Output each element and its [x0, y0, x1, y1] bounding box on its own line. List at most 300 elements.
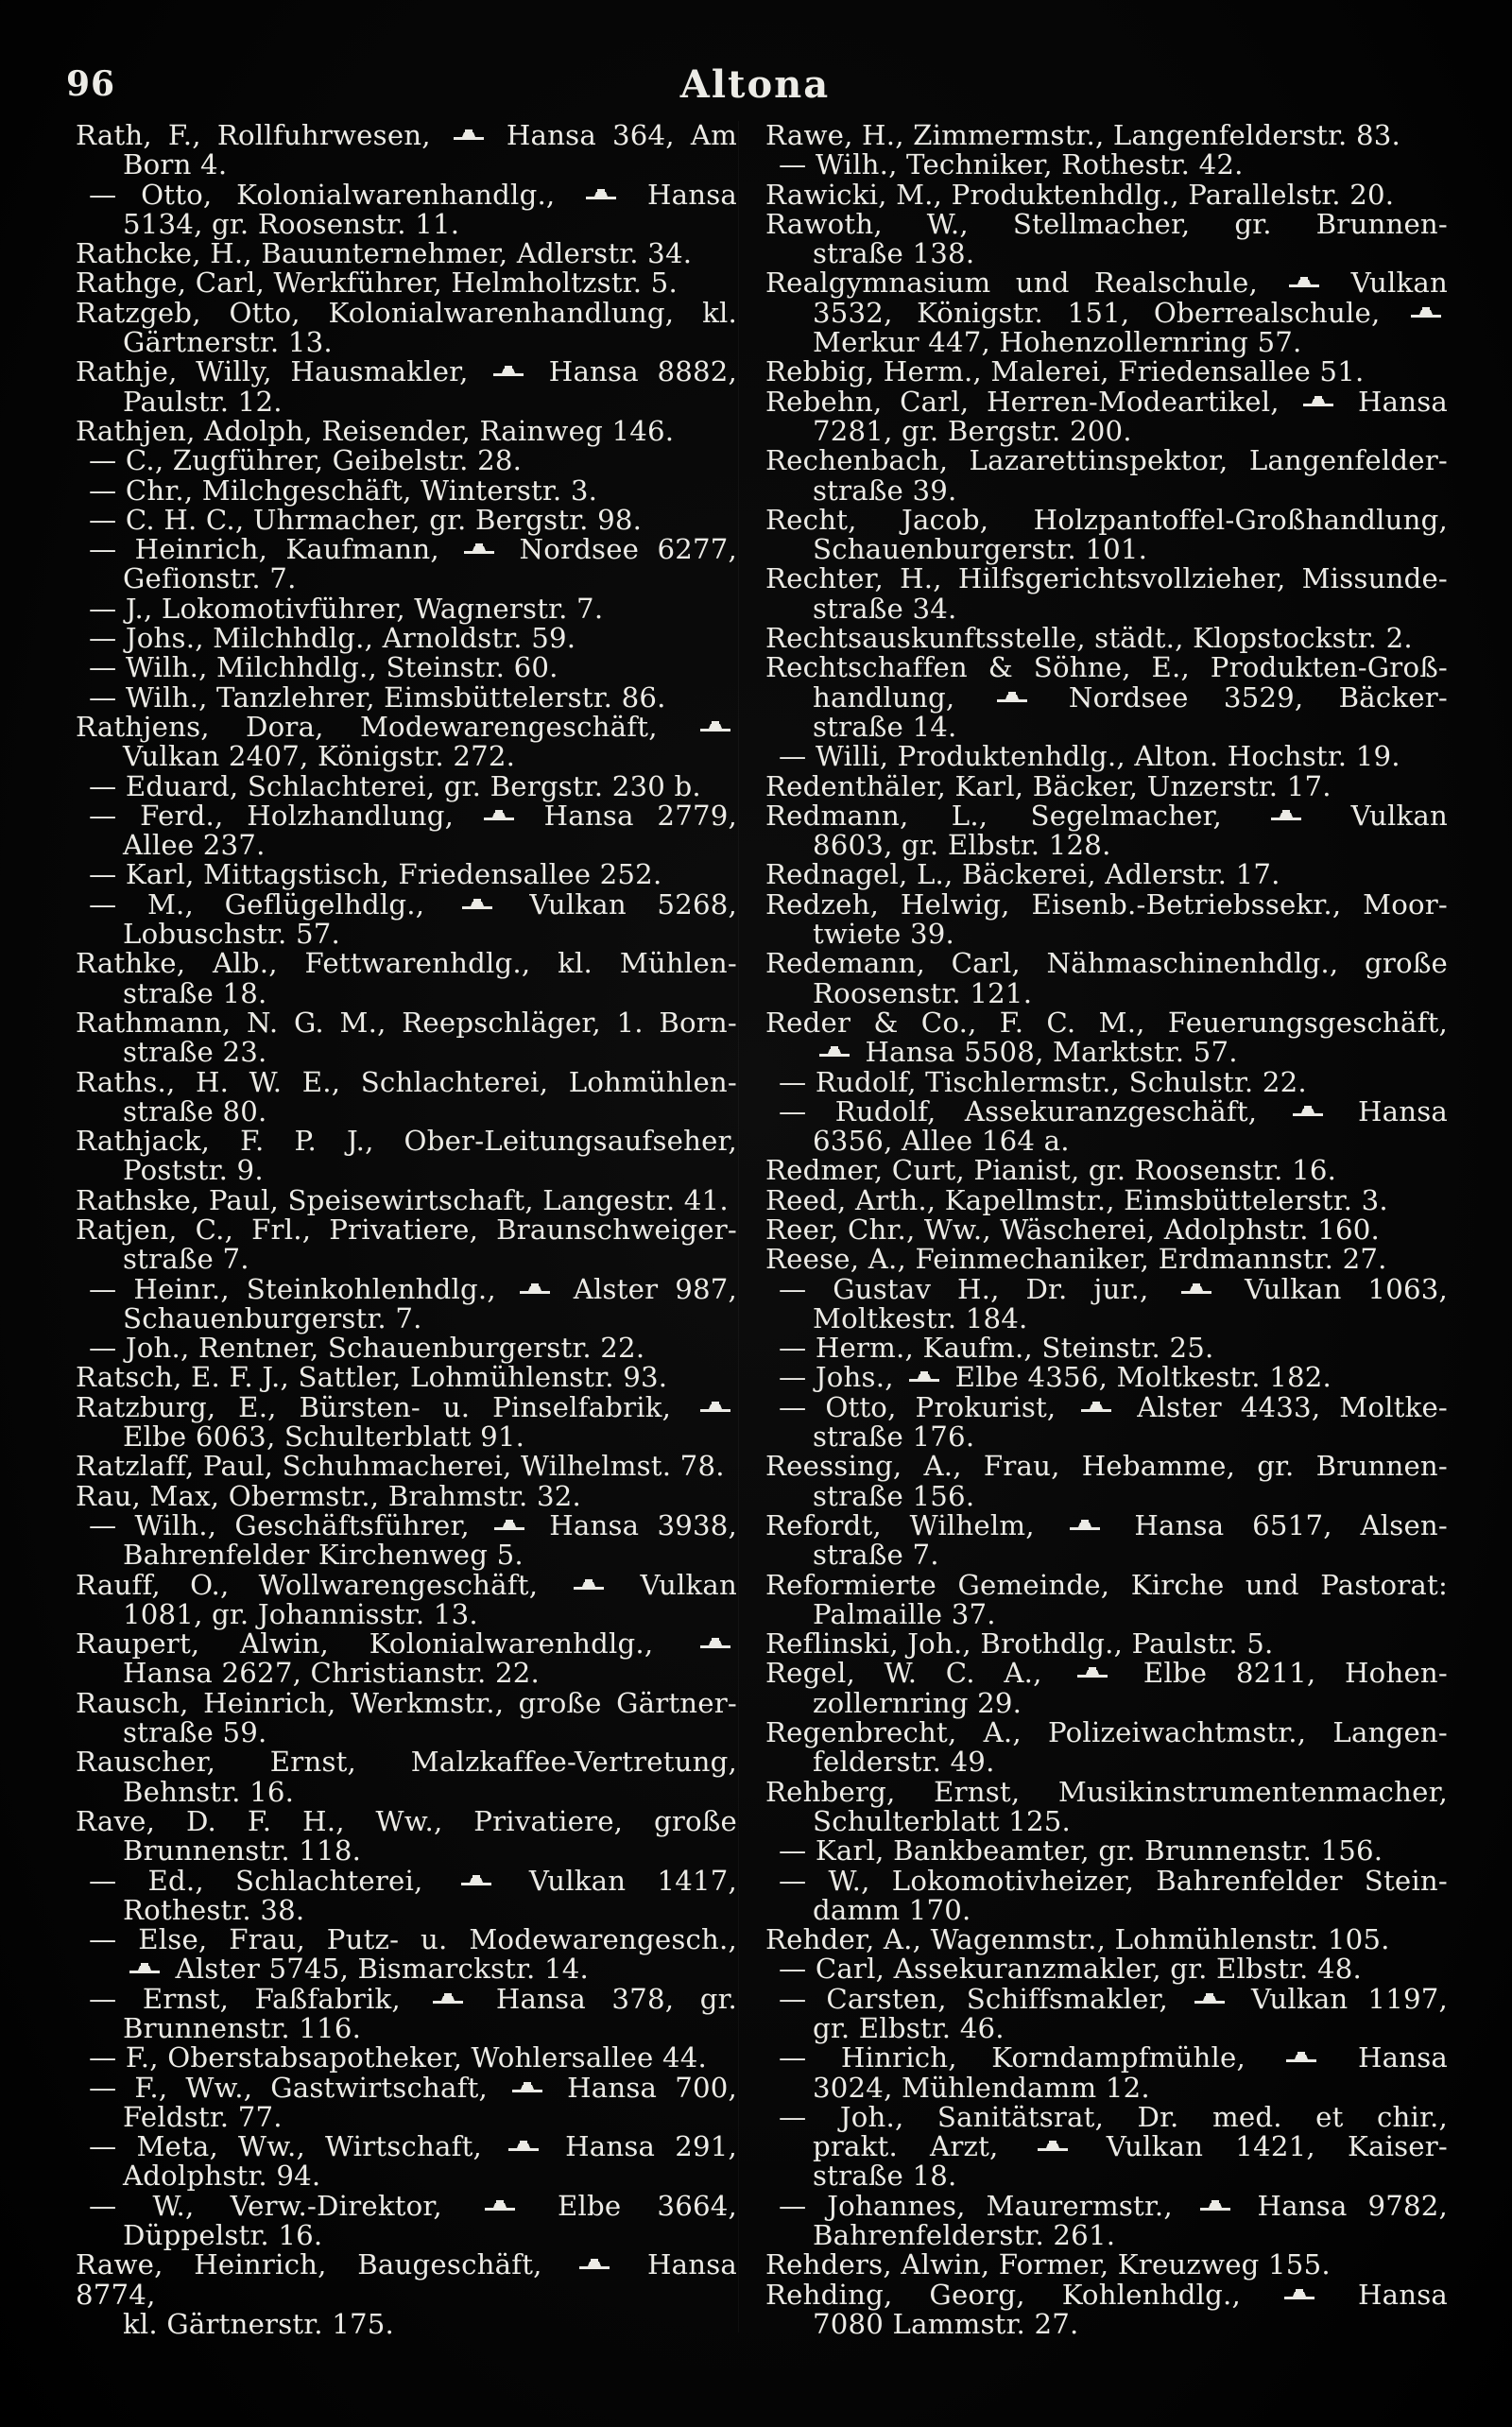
- directory-entry-line: [76, 976, 737, 1009]
- directory-entry-line: [76, 1954, 737, 1984]
- entry-text: Rawicki, M., Produktenhdlg., Parallelstr. 20.: [765, 178, 1395, 211]
- directory-entry-line: [76, 564, 737, 594]
- directory-entry-line: [76, 1301, 737, 1334]
- directory-entry-line: [765, 150, 1448, 180]
- entry-text: Rothestr. 38.: [123, 1893, 305, 1926]
- directory-entry-line: [76, 1629, 737, 1659]
- directory-entry-line: [765, 920, 1448, 949]
- entry-text: Palmaille 37.: [813, 1597, 996, 1630]
- entry-text: — Hinrich, Korndampfmühle,: [779, 2041, 1280, 2074]
- directory-entry-line: [765, 1686, 1448, 1719]
- entry-text: Refordt, Wilhelm,: [765, 1508, 1063, 1541]
- directory-entry-line: [76, 1508, 737, 1541]
- directory-entry-line: [76, 1215, 737, 1245]
- entry-text: Poststr. 9.: [123, 1154, 264, 1187]
- directory-entry-line: [76, 387, 737, 417]
- directory-entry-line: [76, 1094, 737, 1127]
- directory-entry-line: [765, 2100, 1448, 2133]
- entry-text: Reder & Co., F. C. M., Feuerungsgeschäft,: [765, 1006, 1448, 1039]
- directory-entry-line: [765, 831, 1448, 860]
- directory-entry-line: [765, 1954, 1448, 1984]
- directory-entry-line: [76, 1272, 737, 1305]
- entry-text: Rechenbach, Lazarettinspektor, Langenfelder-: [765, 444, 1448, 477]
- entry-text: Rau, Max, Obermstr., Brahmstr. 32.: [76, 1479, 582, 1512]
- directory-entry-line: [76, 2100, 737, 2133]
- directory-entry-line: [765, 769, 1448, 802]
- entry-text: straße 18.: [813, 2160, 957, 2193]
- entry-text: Redmann, L., Segelmacher,: [765, 799, 1265, 832]
- directory-entry-line: [765, 2071, 1448, 2104]
- entry-text: Feldstr. 77.: [123, 2100, 283, 2133]
- entry-text: Brunnenstr. 118.: [123, 1834, 362, 1868]
- entry-text: — Wilh., Milchhdlg., Steinstr. 60.: [89, 651, 558, 684]
- entry-text: straße 23.: [123, 1036, 267, 1069]
- telephone-icon: [699, 1401, 731, 1414]
- entry-text: Düppelstr. 16.: [123, 2219, 323, 2252]
- directory-entry-line: [76, 535, 737, 564]
- directory-entry-line: [76, 1659, 737, 1688]
- entry-text: Roosenstr. 121.: [813, 976, 1033, 1009]
- entry-text: Schauenburgerstr. 101.: [813, 533, 1148, 566]
- entry-text: Rathje, Willy, Hausmakler,: [76, 355, 488, 388]
- directory-entry-line: [76, 2071, 737, 2104]
- entry-text: Vulkan 2407, Königstr. 272.: [123, 740, 516, 773]
- telephone-icon: [699, 720, 731, 733]
- entry-text: Reessing, A., Frau, Hebamme, gr. Brunnen-: [765, 1450, 1448, 1483]
- telephone-icon: [908, 1370, 940, 1384]
- entry-text: Vulkan 1197,: [1231, 1982, 1448, 2015]
- telephone-icon: [1076, 1666, 1108, 1679]
- entry-text: Hansa 8882,: [530, 355, 737, 388]
- directory-entry-line: [76, 446, 737, 475]
- entry-text: Hansa: [1323, 2041, 1448, 2074]
- directory-entry-line: [765, 473, 1448, 507]
- directory-entry-line: [76, 1334, 737, 1363]
- directory-entry-line: [76, 1982, 737, 2015]
- directory-entry-line: [76, 268, 737, 298]
- directory-entry-line: [76, 207, 737, 240]
- directory-entry-line: [765, 887, 1448, 921]
- entry-text: Rauscher, Ernst, Malzkaffee-Vertretung,: [76, 1746, 737, 1779]
- telephone-icon: [507, 2140, 540, 2153]
- entry-text: 5134, gr. Roosenstr. 11.: [123, 207, 460, 240]
- directory-entry-line: [76, 2132, 737, 2161]
- column-divider: [738, 121, 739, 2332]
- entry-text: Rehberg, Ernst, Musikinstrumentenmacher,: [765, 1775, 1448, 1808]
- entry-text: Ratsch, E. F. J., Sattler, Lohmühlenstr. 93.: [76, 1361, 668, 1394]
- telephone-icon: [1037, 2140, 1069, 2153]
- directory-entry-line: [765, 1864, 1448, 1897]
- entry-text: prakt. Arzt,: [813, 2130, 1031, 2163]
- telephone-icon: [519, 1282, 551, 1296]
- entry-text: Ratzgeb, Otto, Kolonialwarenhandlung, kl.: [76, 296, 737, 329]
- entry-text: — Karl, Bankbeamter, gr. Brunnenstr. 156.: [779, 1834, 1383, 1868]
- entry-text: — Johannes, Maurermstr.,: [779, 2189, 1194, 2222]
- entry-text: Rathjens, Dora, Modewarengeschäft,: [76, 710, 694, 743]
- entry-text: 8603, gr. Elbstr. 128.: [813, 829, 1111, 862]
- entry-text: Regenbrecht, A., Polizeiwachtmstr., Langen-: [765, 1716, 1448, 1749]
- entry-text: Gärtnerstr. 13.: [123, 326, 333, 359]
- entry-text: twiete 39.: [813, 918, 955, 951]
- telephone-icon: [699, 1637, 731, 1650]
- directory-entry-line: [765, 1836, 1448, 1866]
- entry-text: — Karl, Mittagstisch, Friedensallee 252.: [89, 858, 662, 891]
- directory-entry-line: [765, 1334, 1448, 1363]
- entry-text: Elbe 3664,: [521, 2189, 737, 2222]
- entry-text: — W., Verw.-Direktor,: [89, 2189, 478, 2222]
- directory-entry-line: [765, 1301, 1448, 1334]
- directory-entry-line: [76, 2161, 737, 2191]
- telephone-icon: [1194, 1992, 1226, 2005]
- entry-text: 6356, Allee 164 a.: [813, 1125, 1070, 1158]
- entry-text: Reese, A., Feinmechaniker, Erdmannstr. 27.: [765, 1243, 1387, 1276]
- entry-text: — Otto, Prokurist,: [779, 1390, 1075, 1423]
- directory-entry-line: [76, 920, 737, 949]
- entry-text: Reflinski, Joh., Brothdlg., Paulstr. 5.: [765, 1627, 1274, 1661]
- entry-text: Rathke, Alb., Fettwarenhdlg., kl. Mühlen-: [76, 947, 737, 980]
- telephone-icon: [1410, 306, 1442, 319]
- directory-entry-line: [765, 1363, 1448, 1392]
- entry-text: Hansa 3938,: [531, 1508, 737, 1541]
- directory-entry-line: [765, 2161, 1448, 2191]
- directory-entry-line: [765, 976, 1448, 1009]
- entry-text: straße 39.: [813, 473, 957, 507]
- entry-text: Rawe, H., Zimmermstr., Langenfelderstr. 83.: [765, 119, 1400, 151]
- directory-entry-line: [765, 207, 1448, 240]
- directory-entry-line: [765, 121, 1448, 150]
- directory-entry-line: [76, 2307, 737, 2340]
- directory-entry-line: [76, 1422, 737, 1452]
- entry-text: Hansa 2627, Christianstr. 22.: [123, 1657, 541, 1690]
- entry-text: Allee 237.: [123, 829, 266, 862]
- entry-text: handlung,: [813, 680, 990, 714]
- directory-entry-line: [765, 860, 1448, 889]
- directory-entry-line: [765, 1127, 1448, 1156]
- right-column: [765, 121, 1448, 2339]
- directory-entry-line: [76, 296, 737, 329]
- entry-text: straße 7.: [123, 1243, 249, 1276]
- page-number: 96: [66, 64, 116, 104]
- entry-text: — Ed., Schlachterei,: [89, 1864, 455, 1897]
- entry-text: — Herm., Kaufm., Steinstr. 25.: [779, 1332, 1214, 1365]
- entry-text: — Willi, Produktenhdlg., Alton. Hochstr. 19.: [779, 740, 1400, 773]
- telephone-icon: [484, 2199, 516, 2212]
- entry-text: Recht, Jacob, Holzpantoffel-Großhandlung,: [765, 503, 1448, 536]
- directory-entry-line: [76, 178, 737, 211]
- directory-entry-line: [76, 680, 737, 714]
- directory-entry-line: [76, 594, 737, 624]
- directory-entry-line: [765, 1479, 1448, 1512]
- entry-text: Vulkan 1417,: [497, 1864, 737, 1897]
- entry-text: Hansa 6517, Alsen-: [1106, 1508, 1448, 1541]
- directory-entry-line: [765, 2014, 1448, 2043]
- directory-entry-line: [76, 473, 737, 507]
- entry-text: Hansa: [623, 178, 737, 211]
- directory-entry-line: [765, 2278, 1449, 2311]
- directory-entry-line: [765, 1008, 1448, 1038]
- directory-entry-line: [765, 1272, 1448, 1305]
- directory-entry-line: [765, 1747, 1448, 1777]
- entry-text: Rechtsauskunftsstelle, städt., Klopstockstr. 2.: [765, 622, 1413, 655]
- entry-text: Rechter, H., Hilfsgerichtsvollzieher, Missunde-: [765, 562, 1448, 595]
- directory-entry-line: [76, 1686, 737, 1719]
- directory-entry-line: [765, 1245, 1448, 1274]
- telephone-icon: [1199, 2199, 1231, 2212]
- entry-text: Gefionstr. 7.: [123, 562, 297, 595]
- entry-text: Vulkan: [1326, 267, 1448, 300]
- entry-text: Rave, D. F. H., Ww., Privatiere, große: [76, 1804, 737, 1837]
- entry-text: — Wilh., Tanzlehrer, Eimsbüttelerstr. 86.: [89, 680, 666, 714]
- telephone-icon: [573, 1578, 605, 1592]
- directory-entry-line: [765, 624, 1448, 653]
- entry-text: straße 34.: [813, 592, 957, 625]
- telephone-icon: [129, 1962, 161, 1975]
- telephone-icon: [1302, 395, 1334, 408]
- entry-text: Regel, W. C. A.,: [765, 1657, 1072, 1690]
- entry-text: Lobuschstr. 57.: [123, 918, 340, 951]
- entry-text: — Heinrich, Kaufmann,: [89, 533, 458, 566]
- entry-text: Hansa 700,: [549, 2071, 737, 2104]
- telephone-icon: [1069, 1519, 1101, 1532]
- directory-entry-line: [76, 1836, 737, 1866]
- entry-text: zollernring 29.: [813, 1686, 1022, 1719]
- directory-entry-line: [76, 1925, 737, 1954]
- telephone-icon: [483, 809, 515, 822]
- directory-entry-line: [765, 2307, 1448, 2340]
- entry-text: Rehder, A., Wagenmstr., Lohmühlenstr. 105.: [765, 1923, 1390, 1956]
- directory-entry-line: [76, 1065, 737, 1098]
- directory-entry-line: [765, 1065, 1448, 1098]
- entry-text: Hansa: [1340, 385, 1448, 418]
- directory-entry-line: [765, 2132, 1448, 2161]
- entry-text: Realgymnasium und Realschule,: [765, 267, 1283, 300]
- entry-text: straße 14.: [813, 710, 957, 743]
- entry-text: Rathge, Carl, Werkführer, Helmholtzstr. 5.: [76, 267, 678, 300]
- directory-entry-line: [765, 594, 1448, 624]
- entry-text: Redenthäler, Karl, Bäcker, Unzerstr. 17.: [765, 769, 1332, 802]
- directory-entry-line: [765, 1568, 1448, 1601]
- directory-entry-line: [76, 1038, 737, 1067]
- telephone-icon: [511, 2081, 543, 2094]
- entry-text: 7281, gr. Bergstr. 200.: [813, 414, 1132, 447]
- directory-entry-line: [76, 710, 737, 743]
- entry-text: Paulstr. 12.: [123, 385, 283, 418]
- entry-text: Rednagel, L., Bäckerei, Adlerstr. 17.: [765, 858, 1280, 891]
- telephone-icon: [1283, 2288, 1315, 2301]
- directory-entry-line: [765, 1982, 1448, 2015]
- entry-text: Raths., H. W. E., Schlachterei, Lohmühlen-: [76, 1065, 737, 1098]
- entry-text: Ratzburg, E., Bürsten- u. Pinselfabrik,: [76, 1390, 694, 1423]
- entry-text: straße 59.: [123, 1716, 267, 1749]
- entry-text: Ratjen, C., Frl., Privatiere, Braunschweiger-: [76, 1213, 737, 1246]
- entry-text: straße 80.: [123, 1094, 267, 1127]
- directory-entry-line: [765, 1541, 1448, 1570]
- entry-text: Ratzlaff, Paul, Schuhmacherei, Wilhelmst. 78.: [76, 1450, 725, 1483]
- entry-text: Rehders, Alwin, Former, Kreuzweg 155.: [765, 2248, 1331, 2281]
- entry-text: — Wilh., Geschäftsführer,: [89, 1508, 489, 1541]
- entry-text: — Rudolf, Tischlermstr., Schulstr. 22.: [779, 1065, 1307, 1098]
- directory-entry-line: [765, 1183, 1448, 1216]
- entry-text: Schulterblatt 125.: [813, 1804, 1071, 1837]
- directory-entry-line: [765, 653, 1448, 682]
- directory-entry-line: [765, 1925, 1448, 1954]
- directory-entry-line: [765, 1659, 1448, 1688]
- directory-entry-line: [76, 801, 737, 831]
- entry-text: Rebehn, Carl, Herren-Modeartikel,: [765, 385, 1297, 418]
- entry-text: Hansa 291,: [545, 2130, 738, 2163]
- entry-text: Reformierte Gemeinde, Kirche und Pastorat:: [765, 1568, 1448, 1601]
- directory-entry-line: [765, 2189, 1448, 2222]
- left-column: [76, 121, 737, 2339]
- telephone-icon: [453, 129, 485, 142]
- entry-text: Reed, Arth., Kapellmstr., Eimsbüttelerstr. 3.: [765, 1183, 1388, 1216]
- entry-text: Reer, Chr., Ww., Wäscherei, Adolphstr. 160.: [765, 1213, 1381, 1246]
- entry-text: Alster 987,: [556, 1272, 737, 1305]
- entry-text: — J., Lokomotivführer, Wagnerstr. 7.: [89, 592, 604, 625]
- entry-text: gr. Elbstr. 46.: [813, 2012, 1005, 2044]
- entry-text: Rawoth, W., Stellmacher, gr. Brunnen-: [765, 207, 1448, 240]
- directory-entry-line: [76, 653, 737, 682]
- entry-text: Vulkan: [1308, 799, 1448, 832]
- entry-text: Rawe, Heinrich, Baugeschäft,: [76, 2248, 574, 2281]
- directory-entry-line: [76, 2014, 737, 2043]
- entry-text: — Johs.,: [779, 1361, 903, 1394]
- entry-text: — Otto, Kolonialwarenhandlg.,: [89, 178, 580, 211]
- directory-entry-line: [76, 1183, 737, 1216]
- entry-text: — W., Lokomotivheizer, Bahrenfelder Stein-: [779, 1864, 1448, 1897]
- directory-entry-line: [76, 1893, 737, 1926]
- entry-text: — F., Oberstabsapotheker, Wohlersallee 44.: [89, 2041, 707, 2074]
- entry-text: — Joh., Rentner, Schauenburgerstr. 22.: [89, 1332, 645, 1365]
- entry-text: Hansa 2779,: [520, 799, 737, 832]
- entry-text: — C. H. C., Uhrmacher, gr. Bergstr. 98.: [89, 503, 643, 536]
- entry-text: Hansa: [1329, 1094, 1448, 1127]
- directory-entry-line: [76, 1363, 737, 1392]
- directory-entry-line: [765, 1629, 1448, 1659]
- directory-entry-line: [765, 742, 1448, 771]
- directory-entry-line: [76, 414, 737, 447]
- entry-text: kl. Gärtnerstr. 175.: [123, 2307, 394, 2340]
- directory-entry-line: [765, 503, 1448, 536]
- entry-text: Born 4.: [123, 148, 228, 181]
- directory-entry-line: [765, 1215, 1448, 1245]
- directory-entry-line: [76, 860, 737, 889]
- telephone-icon: [432, 1992, 464, 2005]
- entry-text: 7080 Lammstr. 27.: [813, 2307, 1079, 2340]
- directory-entry-line: [76, 328, 737, 357]
- directory-entry-line: [76, 1390, 737, 1423]
- entry-text: — Else, Frau, Putz- u. Modewarengesch.,: [89, 1923, 737, 1956]
- entry-text: straße 18.: [123, 976, 267, 1009]
- entry-text: — Johs., Milchhdlg., Arnoldstr. 59.: [89, 622, 576, 655]
- entry-text: 1081, gr. Johannisstr. 13.: [123, 1597, 478, 1630]
- entry-text: Elbe 4356, Moltkestr. 182.: [946, 1361, 1332, 1394]
- directory-entry-line: [765, 178, 1448, 211]
- entry-text: Hansa 5508, Marktstr. 57.: [856, 1036, 1238, 1069]
- directory-entry-line: [765, 414, 1448, 447]
- entry-text: Behnstr. 16.: [123, 1775, 295, 1808]
- entry-text: — Carl, Assekuranzmakler, gr. Elbstr. 48.: [779, 1953, 1362, 1986]
- directory-entry-line: [765, 1718, 1448, 1747]
- directory-entry-line: [765, 564, 1448, 594]
- page-title: Altona: [679, 62, 831, 107]
- directory-entry-line: [76, 121, 737, 150]
- entry-text: — Meta, Ww., Wirtschaft,: [89, 2130, 503, 2163]
- entry-text: — Chr., Milchgeschäft, Winterstr. 3.: [89, 473, 598, 507]
- directory-entry-line: [76, 1718, 737, 1747]
- directory-entry-line: [765, 387, 1448, 417]
- entry-text: Adolphstr. 94.: [123, 2160, 321, 2193]
- directory-entry-line: [765, 1804, 1448, 1837]
- directory-entry-line: [76, 624, 737, 653]
- telephone-icon: [1292, 1105, 1324, 1118]
- telephone-icon: [461, 898, 493, 911]
- directory-entry-line: [76, 1452, 737, 1481]
- directory-entry-line: [76, 1804, 737, 1837]
- directory-entry-line: [765, 1775, 1448, 1808]
- entry-text: straße 138.: [813, 237, 975, 270]
- entry-text: 3532, Königstr. 151, Oberrealschule,: [813, 296, 1404, 329]
- directory-entry-line: [76, 1245, 737, 1274]
- entry-text: — Carsten, Schiffsmakler,: [779, 1982, 1188, 2015]
- entry-text: Rathjack, F. P. J., Ober-Leitungsaufseher,: [76, 1125, 737, 1158]
- entry-text: Rathmann, N. G. M., Reepschläger, 1. Born-: [76, 1006, 737, 1039]
- entry-text: — Rudolf, Assekuranzgeschäft,: [779, 1094, 1286, 1127]
- entry-text: Elbe 6063, Schulterblatt 91.: [123, 1420, 525, 1454]
- entry-text: Moltkestr. 184.: [813, 1301, 1028, 1334]
- directory-entry-line: [765, 949, 1448, 978]
- directory-entry-line: [765, 268, 1448, 298]
- directory-entry-line: [765, 239, 1448, 268]
- page-header: [64, 59, 1446, 112]
- telephone-icon: [1080, 1401, 1112, 1414]
- directory-entry-line: [765, 2043, 1448, 2073]
- directory-entry-line: [76, 742, 737, 771]
- telephone-icon: [578, 2258, 610, 2271]
- entry-text: straße 7.: [813, 1539, 939, 1572]
- directory-entry-line: [765, 2221, 1448, 2250]
- directory-entry-line: [76, 1156, 737, 1185]
- directory-entry-line: [76, 2221, 737, 2250]
- entry-text: Redmer, Curt, Pianist, gr. Roosenstr. 16.: [765, 1154, 1337, 1187]
- entry-text: — M., Geflügelhdlg.,: [89, 887, 455, 921]
- entry-text: Redemann, Carl, Nähmaschinenhdlg., große: [765, 947, 1448, 980]
- entry-text: Vulkan 5268,: [498, 887, 737, 921]
- directory-entry-line: [76, 1597, 737, 1630]
- directory-entry-line: [76, 2189, 737, 2222]
- directory-entry-line: [765, 1156, 1448, 1185]
- directory-entry-line: [765, 1390, 1448, 1423]
- entry-text: Hansa 9782,: [1236, 2189, 1448, 2222]
- entry-text: Rebbig, Herm., Malerei, Friedensallee 51.: [765, 355, 1365, 388]
- directory-entry-line: [76, 2250, 737, 2310]
- entry-text: Rathjen, Adolph, Reisender, Rainweg 146.: [76, 414, 675, 447]
- directory-entry-line: [76, 1541, 737, 1570]
- entry-text: Rathske, Paul, Speisewirtschaft, Langestr. 41.: [76, 1183, 729, 1216]
- entry-text: damm 170.: [813, 1893, 971, 1926]
- entry-text: Hansa 364, Am: [490, 119, 737, 151]
- telephone-icon: [492, 365, 524, 378]
- directory-entry-line: [76, 831, 737, 860]
- entry-text: — Gustav H., Dr. jur.,: [779, 1272, 1176, 1305]
- directory-entry-line: [765, 1038, 1448, 1067]
- directory-entry-line: [765, 296, 1448, 329]
- directory-entry-line: [76, 769, 737, 802]
- entry-text: Rauff, O., Wollwarengeschäft,: [76, 1568, 568, 1601]
- entry-text: — Joh., Sanitätsrat, Dr. med. et chir.,: [779, 2100, 1448, 2133]
- telephone-icon: [493, 1519, 525, 1532]
- directory-entry-line: [76, 1127, 737, 1156]
